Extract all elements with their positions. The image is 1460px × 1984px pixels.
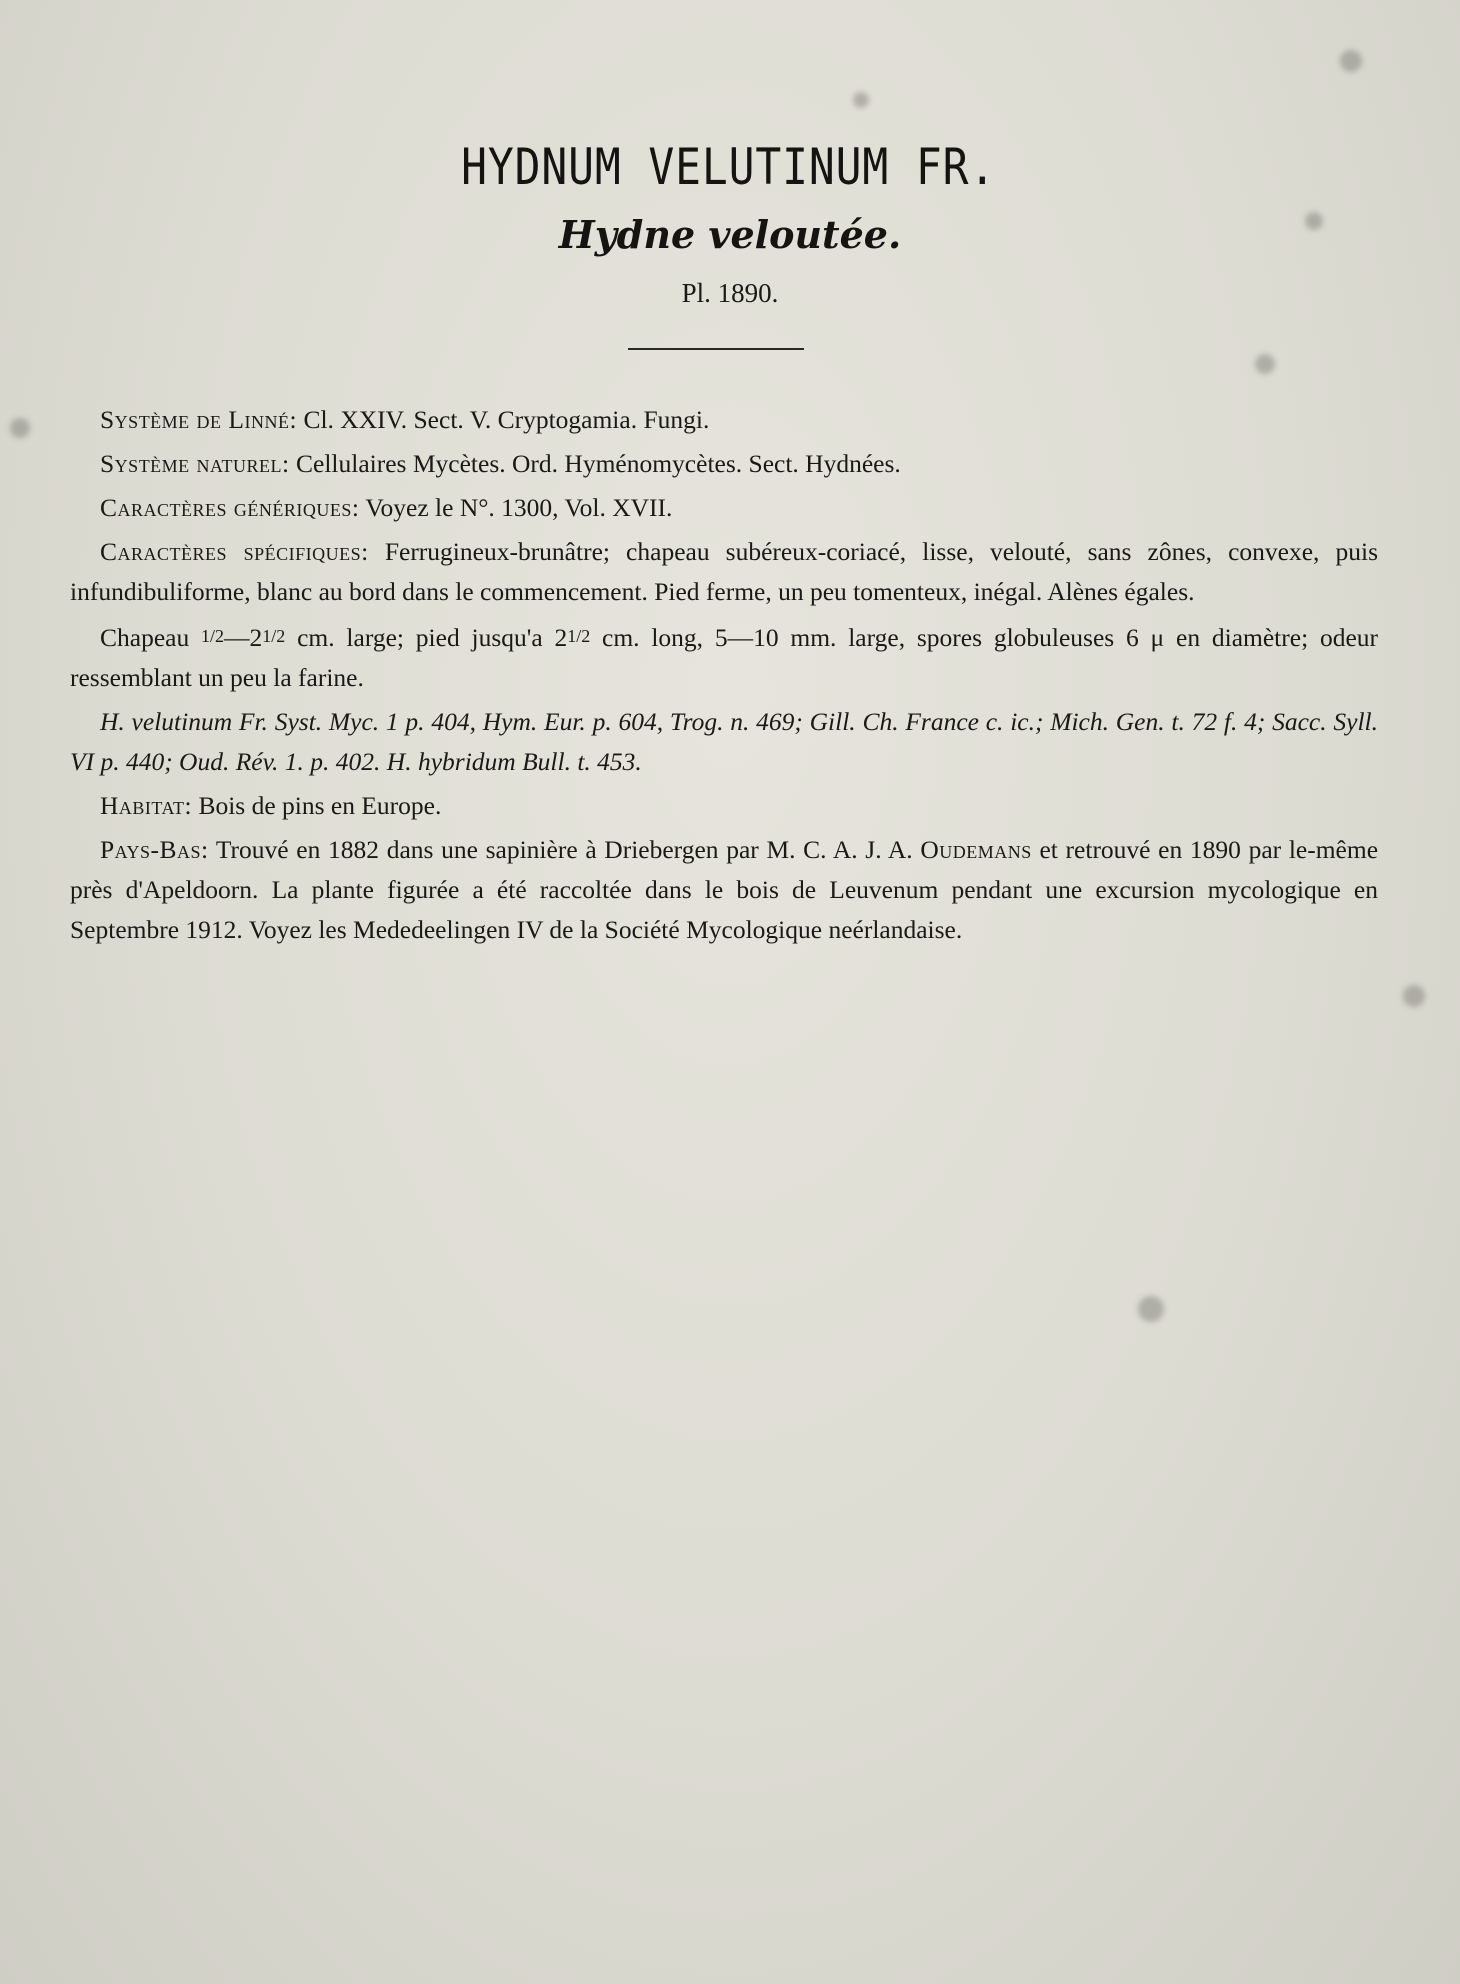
page-subtitle: Hydne veloutée. (558, 212, 902, 257)
label-naturel: Système naturel: (100, 449, 290, 478)
paragraph-linne (70, 400, 1378, 440)
label-paysbas: Pays-Bas: (100, 835, 209, 864)
paper-spot (1340, 50, 1362, 72)
text-chapeau-3: cm. large; pied jusqu'a 2 (297, 623, 568, 652)
paragraph-paysbas (70, 830, 1378, 950)
document-body (70, 400, 1378, 954)
paragraph-specifiques (70, 532, 1378, 612)
paragraph-habitat (70, 786, 1378, 826)
plate-number: Pl. 1890. (681, 278, 779, 308)
label-generiques: Caractères génériques: (100, 493, 360, 522)
text-references: H. velutinum Fr. Syst. Myc. 1 p. 404, Hym. Eur. p. 604, Trog. n. 469; Gill. Ch. France c. ic.; Mich. Gen. t. 72 f. 4; Sacc. Syll. VI p. 440; Oud. Rév. 1. p. 402. H. hybridum Bull. t. 453. (70, 707, 1378, 776)
paper-spot (1255, 354, 1275, 374)
text-chapeau-1: Chapeau (100, 623, 190, 652)
divider-rule (628, 348, 804, 350)
text-generiques: Voyez le N°. 1300, Vol. XVII. (365, 493, 673, 522)
label-linne: Système de Linné: (100, 405, 298, 434)
author-name: Oudemans (920, 835, 1032, 864)
text-naturel: Cellulaires Mycètes. Ord. Hyménomycètes. Sect. Hydnées. (296, 449, 901, 478)
label-specifiques: Caractères spécifiques: (100, 537, 369, 566)
text-habitat: Bois de pins en Europe. (198, 791, 442, 820)
fraction-2: 1/2 (262, 626, 286, 646)
paper-spot (10, 418, 30, 438)
paper-spot (1138, 1296, 1164, 1322)
text-paysbas-2: et retrouvé en 1890 par le-même près d'Apeldoorn. La plante figurée a été raccoltée dans le bois de Leuvenum pendant une excursion mycologique en Septembre 1912. Voyez les Mededeelingen IV de la Société Mycologique neérlandaise. (70, 835, 1379, 944)
page-title: HYDNUM VELUTINUM FR. (461, 138, 997, 196)
text-chapeau-4: cm. long, 5—10 mm. large, spores globuleuses 6 μ en diamètre; odeur ressemblant un peu la farine. (70, 623, 1379, 692)
paragraph-naturel (70, 444, 1378, 484)
label-habitat: Habitat: (100, 791, 193, 820)
fraction-3: 1/2 (567, 626, 591, 646)
paper-spot (853, 92, 869, 108)
text-chapeau-2: —2 (224, 623, 263, 652)
fraction-1: 1/2 (201, 626, 225, 646)
paragraph-chapeau (70, 616, 1378, 698)
text-linne: Cl. XXIV. Sect. V. Cryptogamia. Fungi. (303, 405, 710, 434)
text-paysbas-1: Trouvé en 1882 dans une sapinière à Driebergen par M. C. A. J. A. (215, 835, 913, 864)
paragraph-generiques (70, 488, 1378, 528)
paragraph-references (70, 702, 1378, 782)
paper-spot (1403, 985, 1425, 1007)
text-specifiques: Ferrugineux-brunâtre; chapeau subéreux-coriacé, lisse, velouté, sans zônes, convexe, puis infundibuliforme, blanc au bord dans le commencement. Pied ferme, un peu tomenteux, inégal. Alènes égales. (70, 537, 1378, 606)
